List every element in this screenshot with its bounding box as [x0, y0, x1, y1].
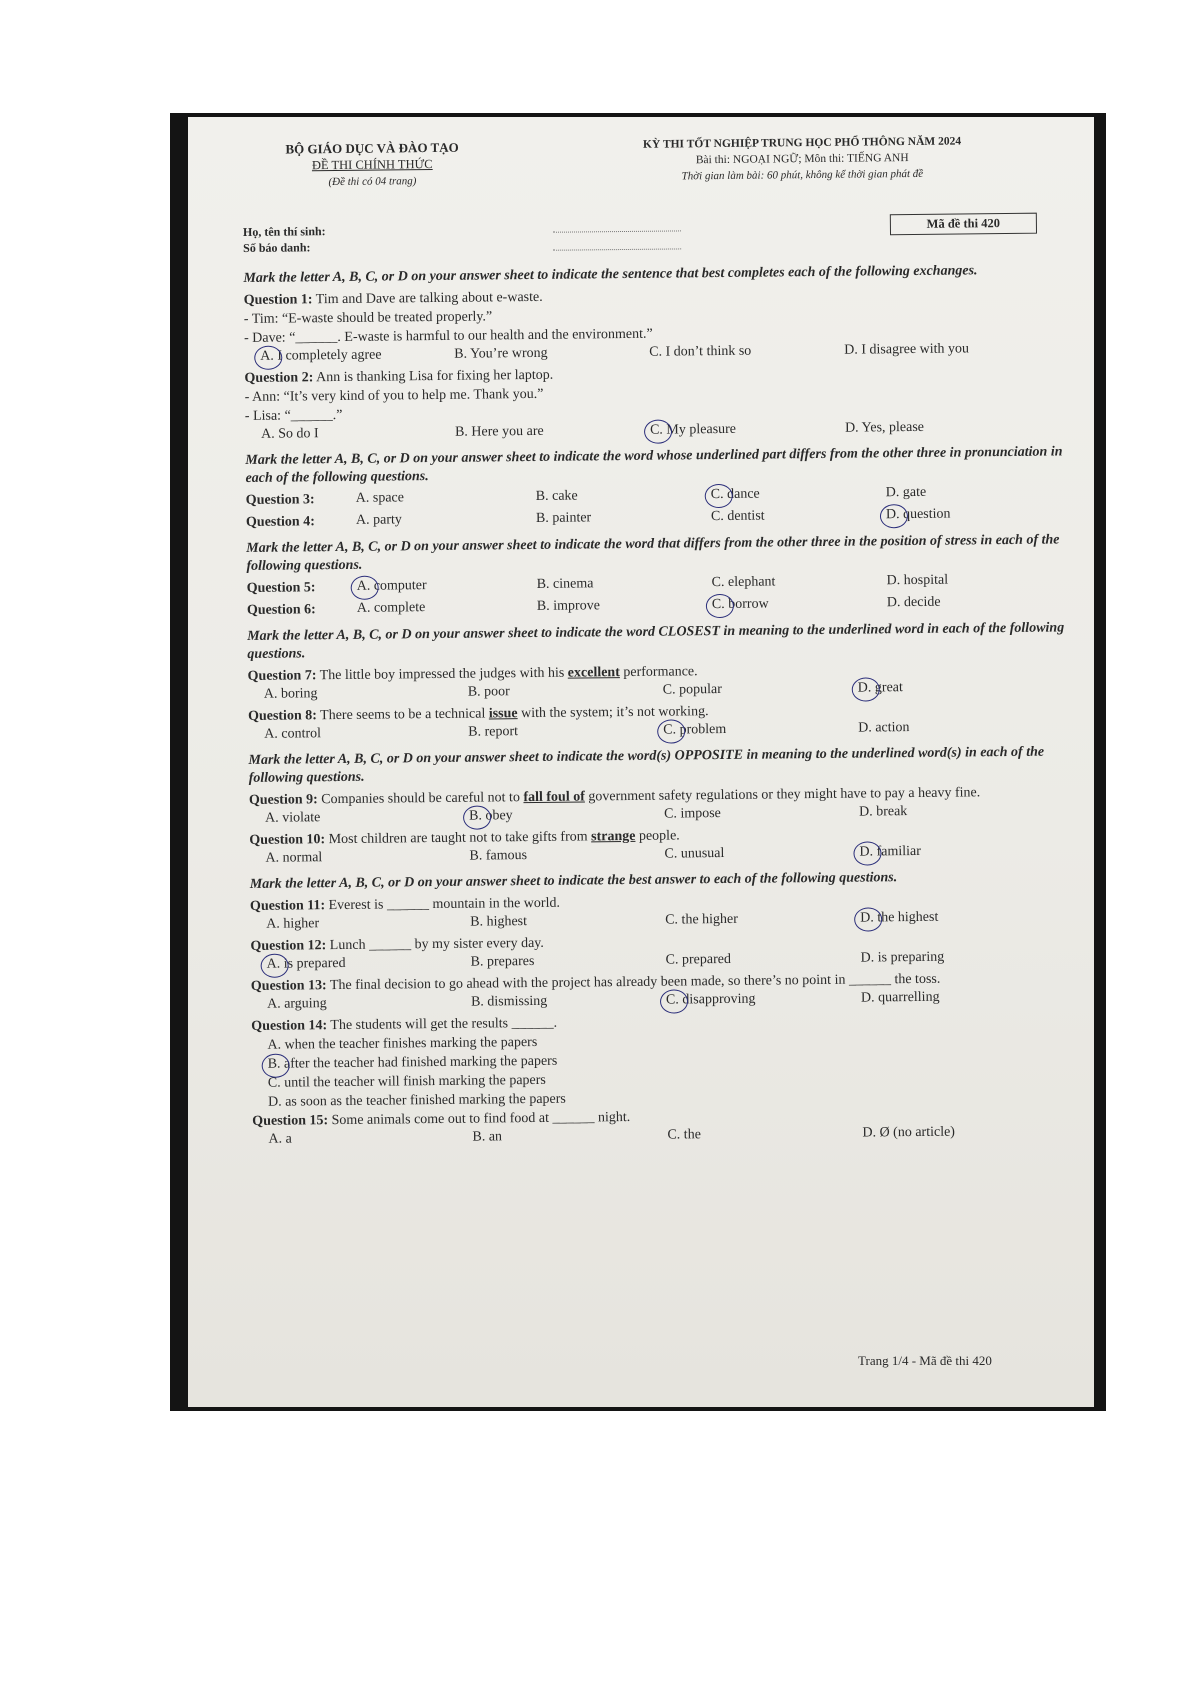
option-b[interactable]: B. cake — [535, 488, 578, 504]
option-text: D. great — [857, 680, 903, 696]
question-label: Question 6: — [246, 602, 316, 618]
option-c[interactable]: C. elephant — [711, 574, 776, 591]
option-c[interactable]: C. unusual — [664, 845, 725, 862]
option-c[interactable]: C. prepared — [665, 951, 731, 968]
dialogue-line: - Dave: “______. E-waste is harmful to our health and the environment.” — [243, 326, 653, 346]
answer-circle-mark — [660, 989, 688, 1013]
answer-circle-mark — [463, 805, 491, 829]
question-label: Question 5: — [246, 580, 316, 596]
option-text: C. My pleasure — [649, 421, 737, 438]
answer-circle-mark — [852, 677, 880, 701]
exam-page — [242, 132, 1073, 1152]
answer-circle-mark — [705, 484, 733, 508]
underlined-word: excellent — [567, 665, 620, 681]
option-a[interactable]: A. space — [355, 490, 405, 506]
option-a[interactable] — [267, 956, 346, 973]
question-label: Question 12: — [250, 938, 327, 954]
exam-code-box: Mã đề thi 420 — [890, 213, 1037, 236]
answer-circle-mark — [644, 420, 672, 444]
stem-text: Most children are taught not to take gifts from — [328, 829, 588, 848]
question-label: Question 1: — [243, 292, 313, 308]
option-c[interactable]: C. impose — [663, 806, 721, 822]
option-c[interactable] — [663, 722, 726, 739]
option-b[interactable]: B. an — [472, 1129, 503, 1145]
question-label: Question 11: — [249, 898, 326, 914]
option-b[interactable]: B. famous — [469, 848, 528, 864]
option-b[interactable] — [469, 808, 513, 824]
option-c[interactable] — [712, 597, 769, 614]
question-label: Question 8: — [247, 708, 317, 724]
option-d[interactable]: D. is preparing — [860, 949, 945, 966]
page-count-note: (Đề thi có 04 trang) — [328, 175, 417, 189]
exam-subject: Bài thi: NGOẠI NGỮ; Môn thi: TIẾNG ANH — [695, 152, 909, 167]
option-d[interactable]: D. quarrelling — [860, 989, 940, 1006]
exam-photo — [170, 113, 1106, 1411]
option-d[interactable]: D. gate — [885, 484, 927, 501]
option-d[interactable]: D. as soon as the teacher finished marking the papers — [267, 1091, 566, 1110]
option-text: A. I completely agree — [260, 347, 382, 364]
option-text: B. after the teacher had finished marking the papers — [267, 1053, 558, 1072]
option-d[interactable]: D. I disagree with you — [844, 341, 970, 358]
option-text: D. the highest — [860, 909, 939, 926]
section-instruction: Mark the letter A, B, C, or D on your answer sheet to indicate the word that differs from the other three in the position of stress in each of the following questions. — [246, 532, 1060, 574]
option-d[interactable] — [860, 910, 938, 927]
option-a[interactable]: A. control — [264, 726, 322, 742]
option-a[interactable]: A. arguing — [266, 996, 327, 1012]
question-label: Question 9: — [248, 792, 318, 808]
option-a[interactable]: A. higher — [266, 916, 320, 932]
question-stem: Ann is thanking Lisa for fixing her laptop. — [315, 367, 554, 386]
option-d[interactable] — [859, 844, 921, 861]
option-d[interactable]: D. break — [858, 804, 908, 820]
option-text: C. disapproving — [665, 991, 756, 1008]
option-a[interactable] — [260, 348, 381, 365]
option-b[interactable]: B. cinema — [536, 576, 594, 592]
option-text: B. obey — [469, 808, 513, 824]
stem-text: performance. — [623, 664, 698, 681]
option-text: D. familiar — [859, 843, 921, 860]
question-label: Question 13: — [250, 978, 327, 994]
question-stem: Tim and Dave are talking about e-waste. — [315, 289, 543, 308]
option-a[interactable]: A. a — [268, 1131, 292, 1147]
exam-title-block — [542, 132, 1062, 185]
answer-circle-mark — [261, 954, 289, 978]
question-label: Question 14: — [251, 1018, 328, 1034]
option-b[interactable]: B. improve — [536, 598, 600, 614]
option-c[interactable]: C. I don’t think so — [649, 343, 752, 360]
option-d[interactable] — [886, 507, 951, 524]
option-text: C. problem — [663, 721, 727, 738]
question-label: Question 4: — [245, 514, 315, 530]
option-b[interactable]: B. Here you are — [454, 423, 544, 440]
section-instruction: Mark the letter A, B, C, or D on your answer sheet to indicate the word CLOSEST in meaning to the underlined word in each of the following questions. — [247, 620, 1065, 662]
answer-circle-mark — [854, 907, 882, 931]
option-a[interactable]: A. So do I — [260, 426, 319, 442]
option-text: C. borrow — [711, 596, 769, 613]
stem-text: Companies should be careful not to — [321, 790, 521, 808]
stem-text: people. — [638, 828, 680, 844]
option-a[interactable]: A. normal — [265, 850, 323, 866]
option-d[interactable]: D. hospital — [886, 572, 949, 589]
option-a[interactable] — [357, 578, 427, 595]
option-text: A. is prepared — [266, 955, 346, 972]
question-label: Question 10: — [249, 832, 326, 848]
answer-circle-mark — [853, 841, 881, 865]
ministry-name: BỘ GIÁO DỤC VÀ ĐÀO TẠO — [285, 139, 459, 157]
question-label: Question 7: — [247, 668, 317, 684]
option-c[interactable]: C. dentist — [710, 508, 765, 525]
stem-text: There seems to be a technical — [320, 706, 486, 724]
option-b[interactable]: B. painter — [535, 510, 592, 526]
question-label: Question 15: — [252, 1113, 329, 1129]
question-stem: The students will get the results ______. — [330, 1015, 558, 1034]
option-c[interactable]: C. the — [667, 1127, 701, 1143]
option-a[interactable]: A. complete — [356, 600, 426, 616]
option-b[interactable]: B. highest — [470, 914, 528, 930]
option-d[interactable]: D. Yes, please — [844, 419, 925, 436]
dialogue-line: - Ann: “It’s very kind of you to help me. Thank you.” — [244, 386, 544, 405]
option-text: D. question — [885, 506, 951, 523]
option-text: C. dance — [710, 486, 760, 503]
section-instruction: Mark the letter A, B, C, or D on your answer sheet to indicate the word(s) OPPOSITE in meaning to the underlined word(s) in each of the following questions. — [248, 744, 1045, 786]
underlined-word: issue — [488, 706, 518, 722]
option-d[interactable]: D. action — [858, 720, 910, 736]
option-b[interactable]: B. dismissing — [470, 993, 548, 1010]
answer-circle-mark — [262, 1054, 290, 1078]
underlined-word: fall foul of — [523, 789, 585, 806]
answer-circle-mark — [880, 504, 908, 528]
answer-circle-mark — [657, 719, 685, 743]
question-label: Question 3: — [245, 492, 315, 508]
answer-circle-mark — [254, 346, 282, 370]
answer-circle-mark — [706, 594, 734, 618]
underlined-word: strange — [591, 828, 636, 845]
signature-line — [553, 230, 681, 232]
question-stem: The final decision to go ahead with the project has already been made, so there’s no point in ______ the toss. — [329, 971, 941, 994]
option-a[interactable]: A. when the teacher finishes marking the papers — [267, 1034, 538, 1053]
option-a[interactable]: A. boring — [263, 686, 318, 702]
stem-text: government safety regulations or they might have to pay a heavy fine. — [588, 785, 981, 805]
option-c[interactable] — [711, 487, 760, 504]
answer-circle-mark — [351, 576, 379, 600]
exam-title: KỲ THI TỐT NGHIỆP TRUNG HỌC PHỔ THÔNG NĂM 2024 — [642, 135, 962, 151]
option-text: A. computer — [356, 578, 427, 594]
candidate-info — [243, 212, 1063, 265]
exam-header — [242, 132, 1063, 207]
stem-text: with the system; it’s not working. — [521, 704, 709, 722]
option-d[interactable]: D. Ø (no article) — [862, 1124, 956, 1141]
question-stem: Some animals come out to find food at ______ night. — [331, 1109, 631, 1129]
option-b[interactable]: B. You’re wrong — [454, 345, 548, 362]
option-a[interactable]: A. violate — [265, 810, 321, 826]
section-instruction: Mark the letter A, B, C, or D on your answer sheet to indicate the sentence that best completes each of the following exchanges. — [243, 263, 978, 286]
question-stem: Lunch ______ by my sister every day. — [329, 935, 544, 954]
question-stem: Everest is ______ mountain in the world. — [328, 895, 561, 914]
option-c[interactable] — [650, 422, 736, 439]
option-c[interactable]: C. the higher — [665, 911, 738, 928]
exam-time: Thời gian làm bài: 60 phút, không kể thời gian phát đề — [681, 167, 924, 183]
option-a[interactable]: A. party — [355, 512, 402, 528]
exam-paper — [188, 117, 1094, 1407]
option-c[interactable]: C. until the teacher will finish marking the papers — [267, 1072, 546, 1091]
ministry-block — [242, 138, 503, 192]
stem-text: The little boy impressed the judges with his — [319, 665, 565, 684]
section-instruction: Mark the letter A, B, C, or D on your answer sheet to indicate the best answer to each of the following questions. — [249, 870, 898, 892]
page-footer: Trang 1/4 - Mã đề thi 420 — [858, 1353, 992, 1368]
option-b[interactable]: B. prepares — [470, 953, 535, 970]
candidate-name-label: Họ, tên thí sinh: — [242, 224, 326, 239]
option-b[interactable]: B. report — [468, 724, 519, 740]
option-d[interactable] — [858, 680, 903, 696]
question-label: Question 2: — [244, 370, 314, 386]
official-label: ĐỀ THI CHÍNH THỨC — [311, 157, 433, 173]
option-d[interactable]: D. decide — [886, 594, 941, 611]
signature-line-2 — [553, 248, 681, 250]
section-instruction: Mark the letter A, B, C, or D on your answer sheet to indicate the word whose underlined part differs from the other three in pronunciation in each of the following questions. — [245, 444, 1063, 486]
candidate-id-label: Số báo danh: — [243, 240, 311, 255]
dialogue-line: - Lisa: “______.” — [244, 407, 343, 424]
option-b[interactable]: B. poor — [467, 684, 510, 700]
dialogue-line: - Tim: “E-waste should be treated properly.” — [243, 309, 493, 327]
option-c[interactable] — [666, 992, 756, 1009]
option-c[interactable]: C. popular — [662, 682, 722, 698]
